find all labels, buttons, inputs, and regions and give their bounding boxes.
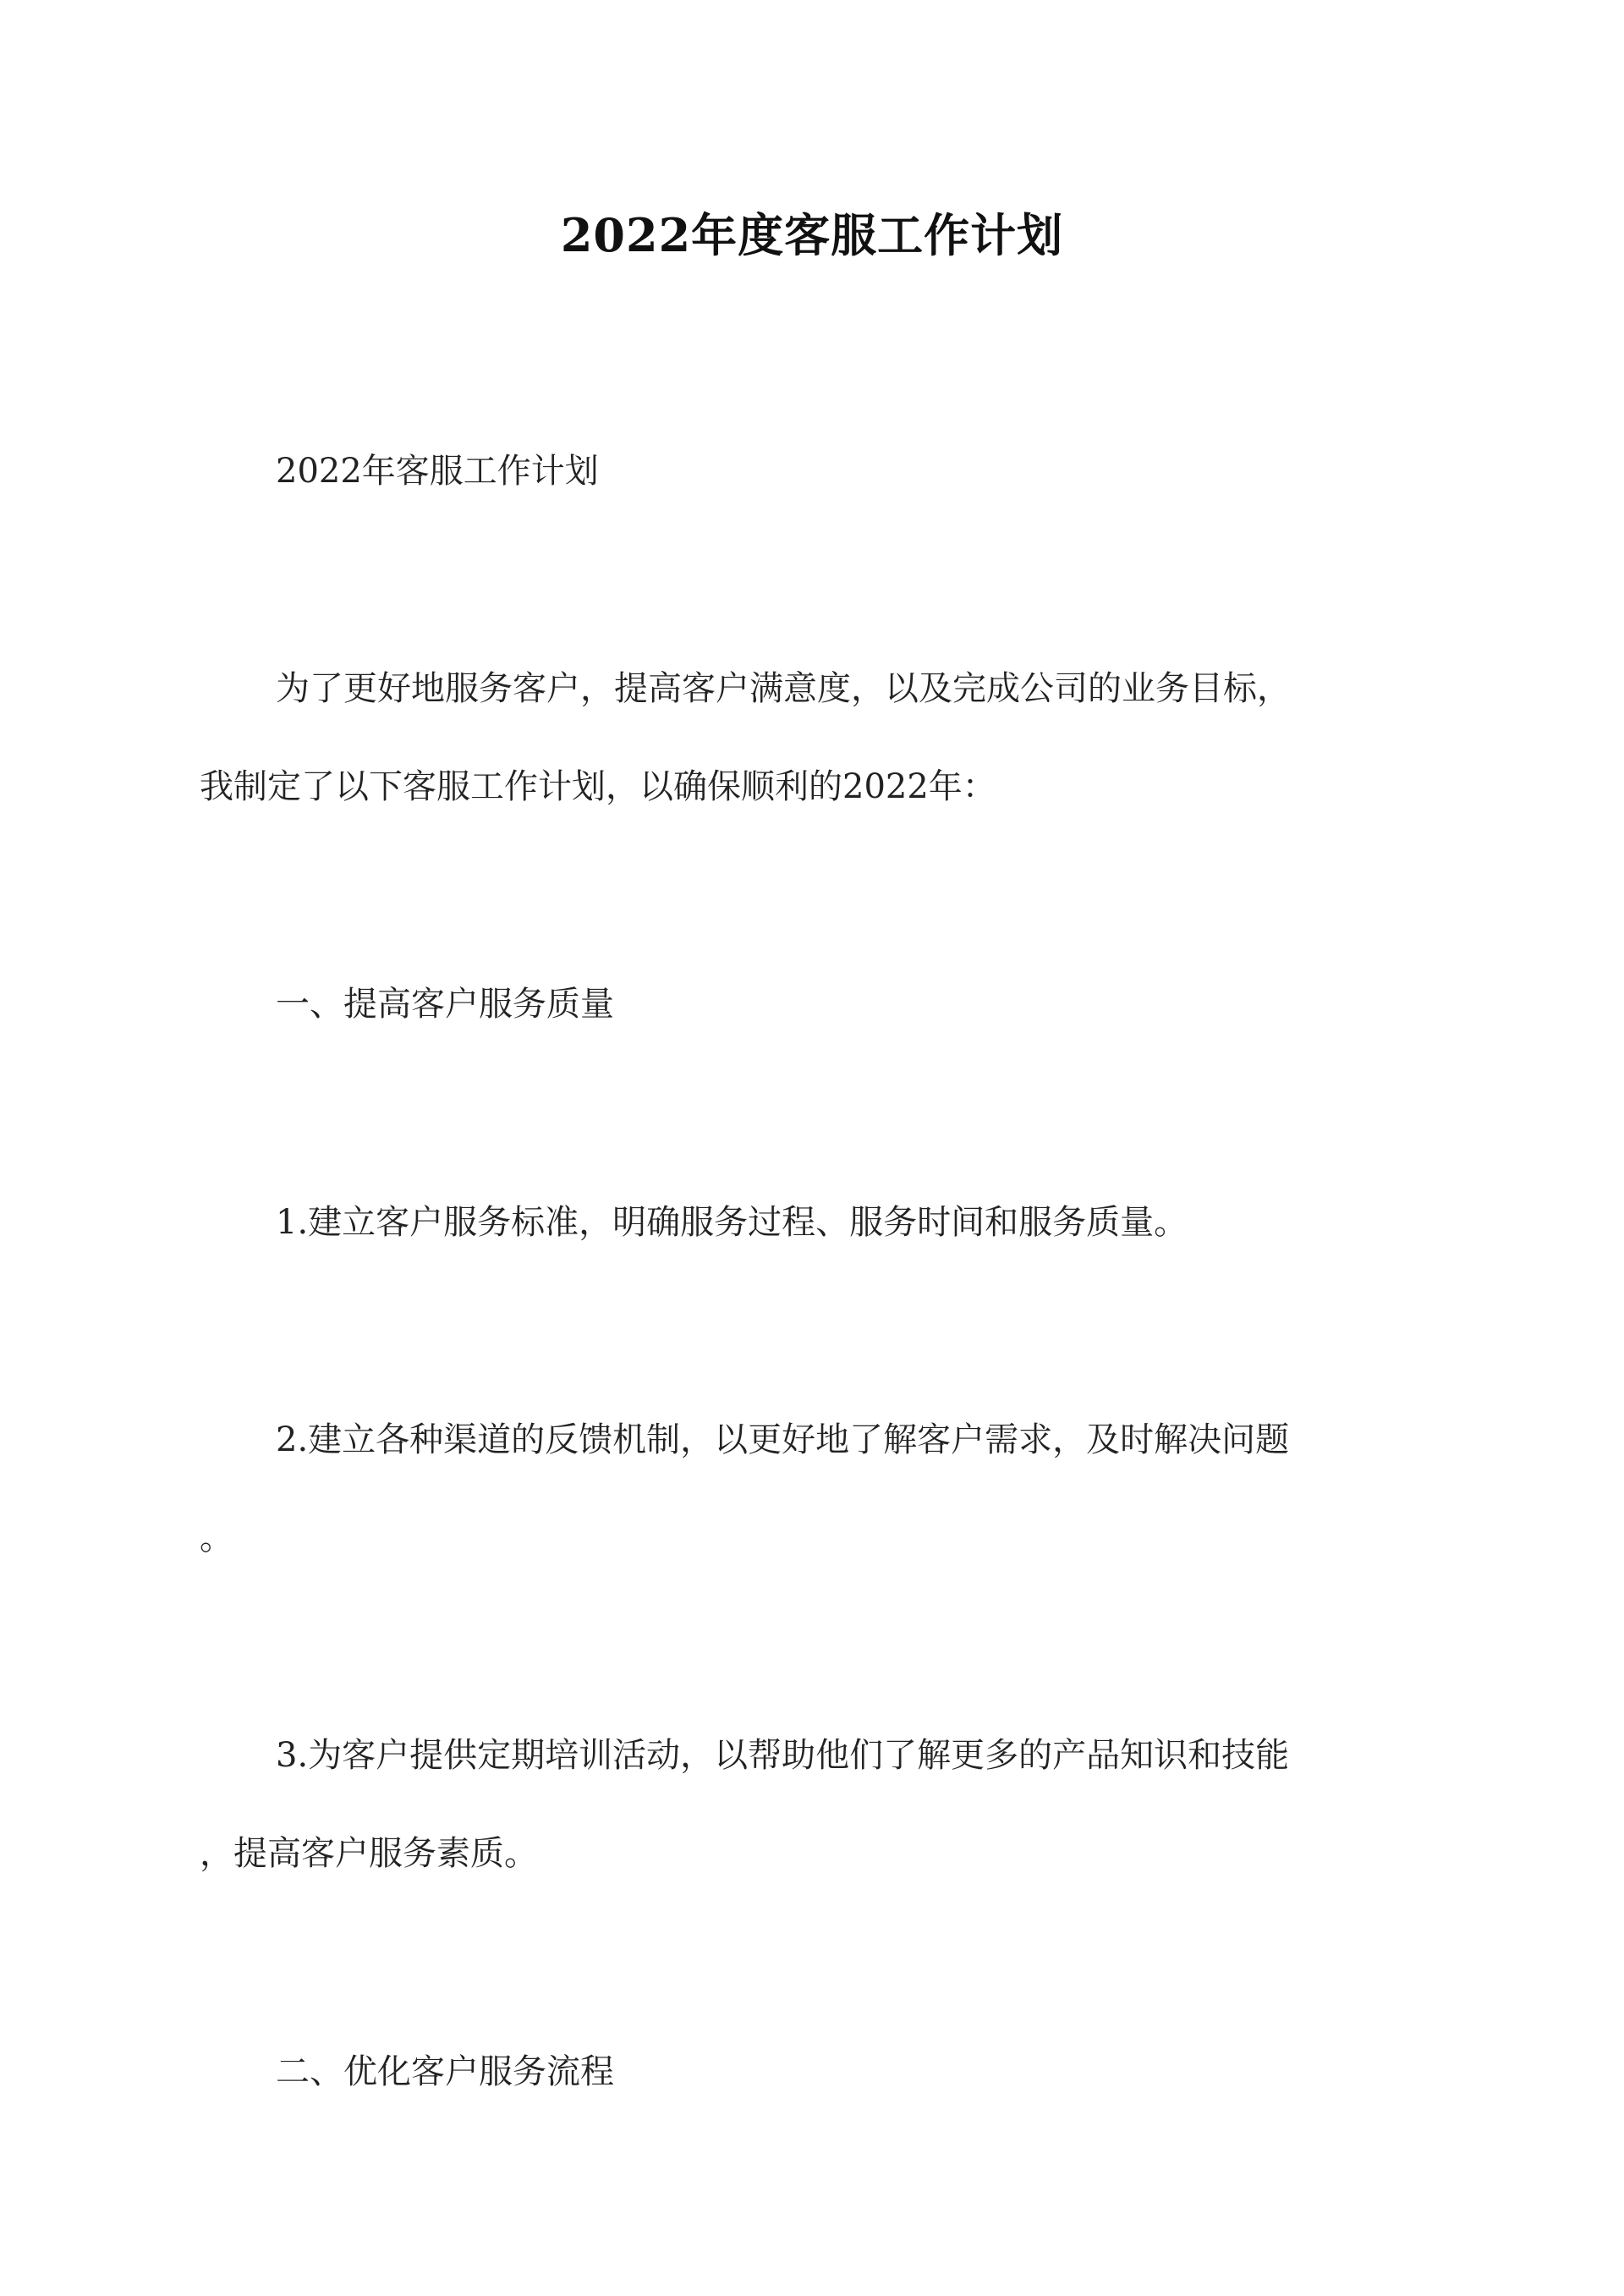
section-1-heading: 一、提高客户服务质量: [276, 985, 614, 1024]
section-1-item-1: 1.建立客户服务标准，明确服务过程、服务时间和服务质量。: [276, 1203, 1188, 1242]
section-2-heading: 二、优化客户服务流程: [276, 2052, 614, 2091]
section-1-item-2-line-1: 2.建立各种渠道的反馈机制，以更好地了解客户需求，及时解决问题: [276, 1420, 1290, 1459]
intro-paragraph-line-2: 我制定了以下客服工作计划，以确保顺利的2022年：: [200, 767, 996, 806]
section-1-item-2-line-2: 。: [200, 1519, 233, 1557]
document-subtitle: 2022年客服工作计划: [276, 452, 599, 491]
section-1-item-3-line-1: 3.为客户提供定期培训活动，以帮助他们了解更多的产品知识和技能: [276, 1736, 1290, 1775]
document-title: 2022年度客服工作计划: [560, 208, 1064, 262]
section-1-item-3-line-2: ，提高客户服务素质。: [200, 1834, 538, 1873]
intro-paragraph-line-1: 为了更好地服务客户，提高客户满意度，以及完成公司的业务目标，: [276, 669, 1291, 708]
